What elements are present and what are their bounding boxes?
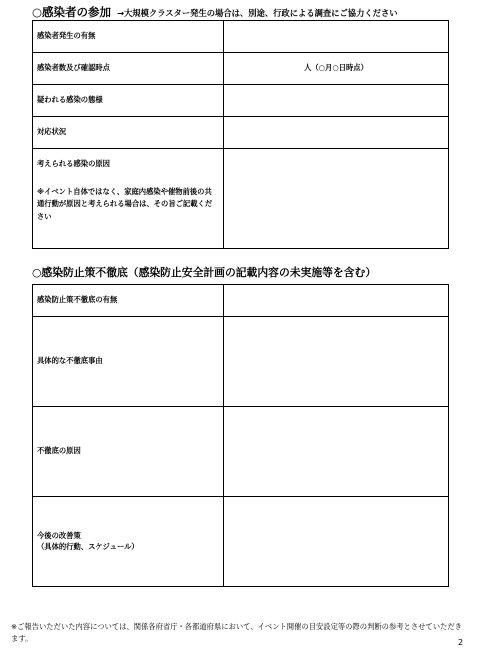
- table-row: [33, 317, 449, 407]
- row-label-improvement-plan: [33, 497, 224, 587]
- row-label-suspected-mode: 疑われる感染の態様: [33, 85, 224, 117]
- input-lapse-cause[interactable]: [224, 407, 449, 497]
- table-row: [33, 149, 449, 249]
- table-row: [33, 117, 449, 149]
- table-row: [33, 407, 449, 497]
- input-infected-count[interactable]: 人（○月○日時点）: [224, 53, 449, 85]
- prevention-form-table: [32, 284, 449, 587]
- row-label-infection-occurrence: 感染者発生の有無: [33, 21, 224, 53]
- section1-note: →大規模クラスター発生の場合は、別途、行政による調査にご協力ください: [117, 8, 398, 18]
- table-row: [33, 53, 449, 85]
- table-row: [33, 285, 449, 317]
- cause-note-text: ※イベント自体ではなく、家庭内感染や催物前後の共通行動が原因と考えられる場合は、その旨ご記載ください: [37, 186, 213, 221]
- improvement-label-line1: 今後の改善策: [37, 530, 81, 540]
- input-infection-cause[interactable]: [224, 149, 449, 249]
- row-label-lapse-reason: 具体的な不徹底事由: [33, 317, 224, 407]
- input-improvement-plan[interactable]: [224, 497, 449, 587]
- row-label-prevention-lapse: 感染防止策不徹底の有無: [33, 285, 224, 317]
- input-suspected-mode[interactable]: [224, 85, 449, 117]
- table-row: [33, 21, 449, 53]
- row-label-response-status: 対応状況: [33, 117, 224, 149]
- input-response-status[interactable]: [224, 117, 449, 149]
- improvement-label-line2: （具体的行動、スケジュール）: [37, 541, 139, 551]
- footer-note: ※ご報告いただいた内容については、関係各府省庁・各都道府県において、イベント開催の目安設定等の際の判断の参考とさせていただきます。: [11, 622, 462, 643]
- table-row: [33, 497, 449, 587]
- section1-title: ○感染者の参加: [32, 5, 112, 19]
- row-label-lapse-cause: 不徹底の原因: [33, 407, 224, 497]
- input-prevention-lapse[interactable]: [224, 285, 449, 317]
- row-label-infected-count: 感染者数及び確認時点: [33, 53, 224, 85]
- input-infection-occurrence[interactable]: [224, 21, 449, 53]
- table-row: [33, 85, 449, 117]
- section2-heading: ○感染防止策不徹底（感染防止安全計画の記載内容の未実施等を含む）: [32, 266, 377, 279]
- infection-form-table: [32, 20, 449, 249]
- cause-label-text: 考えられる感染の原因: [37, 159, 110, 168]
- input-lapse-reason[interactable]: [224, 317, 449, 407]
- section1-heading: [32, 4, 398, 20]
- row-label-infection-cause: [33, 149, 224, 249]
- page-number: 2: [458, 638, 464, 647]
